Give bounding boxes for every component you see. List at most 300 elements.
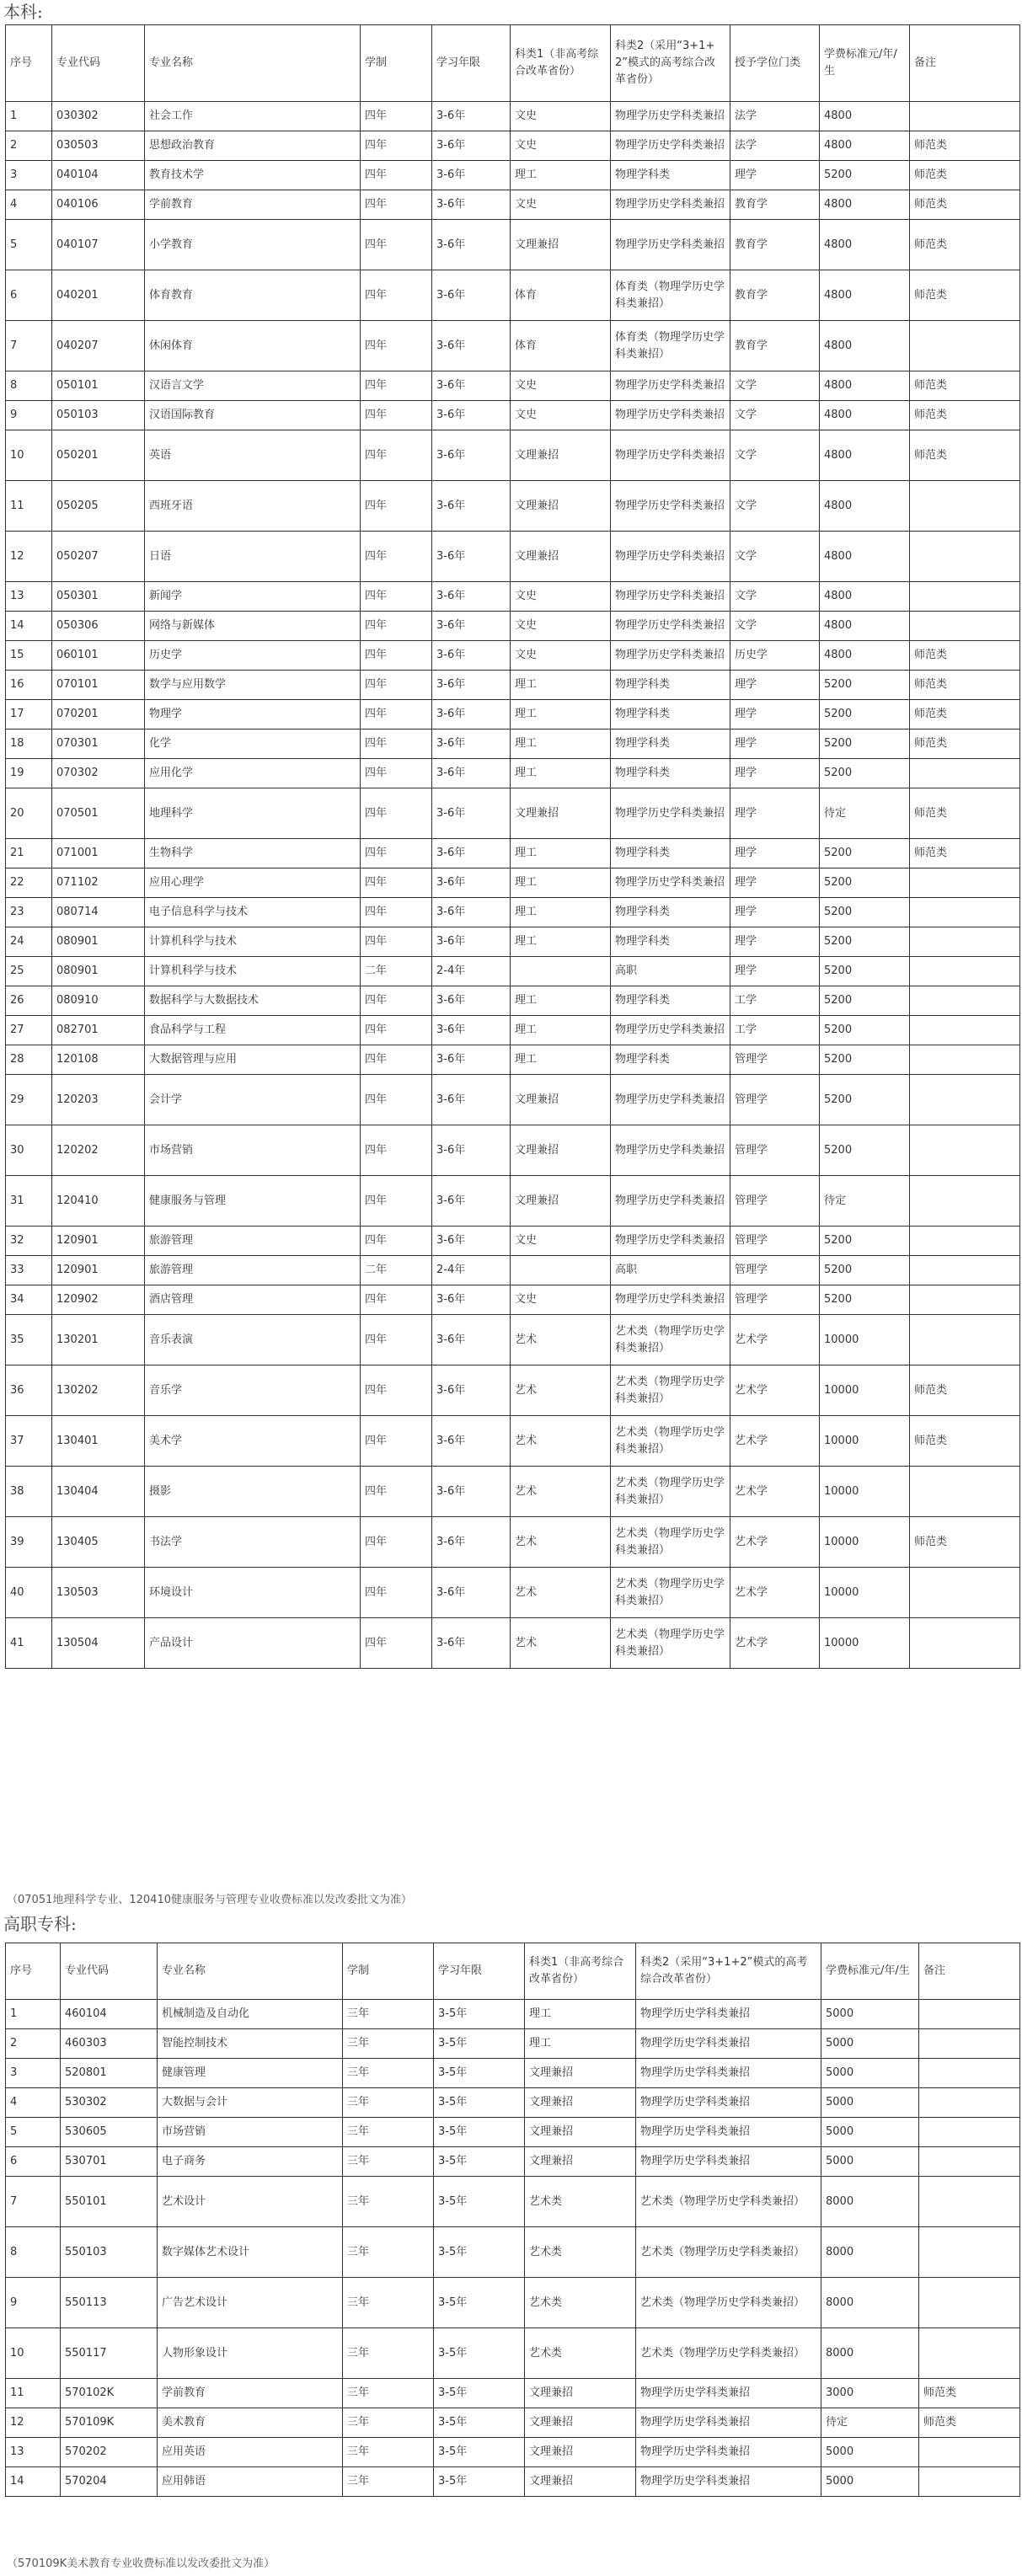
table-cell: 应用韩语 bbox=[158, 2467, 343, 2497]
table-cell bbox=[910, 1568, 1020, 1618]
table-cell: 旅游管理 bbox=[145, 1227, 361, 1256]
table-cell: 三年 bbox=[343, 2227, 434, 2278]
table-row bbox=[6, 671, 1020, 700]
table-cell bbox=[910, 1045, 1020, 1075]
table-cell: 5 bbox=[6, 2118, 61, 2147]
table-cell: 应用心理学 bbox=[145, 868, 361, 898]
table-cell: 学前教育 bbox=[145, 190, 361, 220]
table-cell: 130503 bbox=[52, 1568, 145, 1618]
table-cell bbox=[910, 927, 1020, 957]
column-header: 科类2（采用“3+1+2”模式的高考综合改革省份） bbox=[611, 25, 730, 102]
table-cell: 520801 bbox=[61, 2059, 158, 2088]
table-cell: 计算机科学与技术 bbox=[145, 927, 361, 957]
table-cell: 5 bbox=[6, 220, 52, 270]
table-cell: 三年 bbox=[343, 2088, 434, 2118]
table-cell: 8 bbox=[6, 371, 52, 401]
table-cell: 汉语言文学 bbox=[145, 371, 361, 401]
table-cell: 地理科学 bbox=[145, 788, 361, 839]
table-cell bbox=[910, 986, 1020, 1016]
table-cell: 文理兼招 bbox=[511, 220, 611, 270]
table-cell: 理学 bbox=[730, 671, 820, 700]
table-cell: 健康服务与管理 bbox=[145, 1176, 361, 1227]
table-cell: 070101 bbox=[52, 671, 145, 700]
table-cell: 管理学 bbox=[730, 1125, 820, 1176]
table-cell: 物理学历史学科类兼招 bbox=[636, 2379, 821, 2408]
table-cell: 050301 bbox=[52, 582, 145, 612]
table-cell: 四年 bbox=[361, 321, 432, 371]
table-row bbox=[6, 1315, 1020, 1365]
section-title-gaozhi: 高职专科: bbox=[3, 1914, 77, 1934]
table-cell: 管理学 bbox=[730, 1075, 820, 1125]
table-cell: 13 bbox=[6, 2438, 61, 2467]
column-header: 序号 bbox=[6, 1943, 61, 2000]
table-cell: 3-5年 bbox=[434, 2029, 525, 2059]
table-cell: 音乐表演 bbox=[145, 1315, 361, 1365]
table-cell: 四年 bbox=[361, 1227, 432, 1256]
table-cell: 艺术学 bbox=[730, 1517, 820, 1568]
table-cell: 管理学 bbox=[730, 1045, 820, 1075]
table-cell: 050207 bbox=[52, 532, 145, 582]
table-cell: 5200 bbox=[820, 957, 910, 986]
table-cell: 休闲体育 bbox=[145, 321, 361, 371]
table-cell: 3-6年 bbox=[432, 927, 511, 957]
table-cell: 040107 bbox=[52, 220, 145, 270]
table-cell: 050201 bbox=[52, 430, 145, 481]
table-cell bbox=[919, 2088, 1020, 2118]
table-cell: 30 bbox=[6, 1125, 52, 1176]
table-cell: 4800 bbox=[820, 190, 910, 220]
table-cell: 物理学历史学科类兼招 bbox=[611, 1285, 730, 1315]
table-row bbox=[6, 641, 1020, 671]
table-cell: 四年 bbox=[361, 102, 432, 131]
table-cell: 理工 bbox=[511, 1045, 611, 1075]
table-cell: 物理学历史学科类兼招 bbox=[611, 220, 730, 270]
table-cell: 文理兼招 bbox=[511, 1125, 611, 1176]
table-row bbox=[6, 1176, 1020, 1227]
table-cell: 120410 bbox=[52, 1176, 145, 1227]
table-cell: 32 bbox=[6, 1227, 52, 1256]
table-cell: 物理学历史学科类兼招 bbox=[611, 190, 730, 220]
table-cell: 物理学历史学科类兼招 bbox=[611, 131, 730, 161]
table-cell: 四年 bbox=[361, 1416, 432, 1467]
table-row bbox=[6, 1517, 1020, 1568]
table-cell: 9 bbox=[6, 2278, 61, 2328]
table-cell: 艺术 bbox=[511, 1618, 611, 1669]
table-cell: 5200 bbox=[820, 671, 910, 700]
table-cell bbox=[919, 2000, 1020, 2029]
table-cell bbox=[919, 2278, 1020, 2328]
table-cell: 11 bbox=[6, 481, 52, 532]
table-cell: 艺术学 bbox=[730, 1618, 820, 1669]
table-cell: 理学 bbox=[730, 700, 820, 730]
table-cell: 3-6年 bbox=[432, 759, 511, 788]
table-cell: 040207 bbox=[52, 321, 145, 371]
table-cell: 艺术类（物理学历史学科类兼招） bbox=[611, 1365, 730, 1416]
table-cell: 艺术学 bbox=[730, 1467, 820, 1517]
table-cell: 物理学科类 bbox=[611, 161, 730, 190]
table-row bbox=[6, 868, 1020, 898]
table-cell: 3-5年 bbox=[434, 2000, 525, 2029]
column-header: 授予学位门类 bbox=[730, 25, 820, 102]
table-cell: 师范类 bbox=[910, 270, 1020, 321]
table-cell: 物理学历史学科类兼招 bbox=[611, 612, 730, 641]
table-cell bbox=[910, 957, 1020, 986]
table-cell: 4800 bbox=[820, 612, 910, 641]
table-row bbox=[6, 2328, 1020, 2379]
table-row bbox=[6, 957, 1020, 986]
table-cell: 4800 bbox=[820, 430, 910, 481]
table-cell: 5000 bbox=[821, 2029, 919, 2059]
table-cell: 物理学历史学科类兼招 bbox=[611, 371, 730, 401]
table-cell: 4800 bbox=[820, 131, 910, 161]
column-header: 学费标准元/年/生 bbox=[820, 25, 910, 102]
table-cell bbox=[910, 1227, 1020, 1256]
table-cell: 物理学科类 bbox=[611, 986, 730, 1016]
table-cell: 10000 bbox=[820, 1315, 910, 1365]
table-cell: 物理学历史学科类兼招 bbox=[611, 641, 730, 671]
table-row bbox=[6, 2408, 1020, 2438]
table-cell: 460104 bbox=[61, 2000, 158, 2029]
table-row bbox=[6, 700, 1020, 730]
table-cell: 2 bbox=[6, 131, 52, 161]
table-cell: 3-6年 bbox=[432, 1285, 511, 1315]
column-header: 科类1（非高考综合改革省份） bbox=[511, 25, 611, 102]
column-header: 学习年限 bbox=[432, 25, 511, 102]
table-cell: 530605 bbox=[61, 2118, 158, 2147]
table-cell: 智能控制技术 bbox=[158, 2029, 343, 2059]
table-cell: 030503 bbox=[52, 131, 145, 161]
table-row bbox=[6, 839, 1020, 868]
table-cell: 师范类 bbox=[910, 730, 1020, 759]
table-cell bbox=[910, 898, 1020, 927]
table-row bbox=[6, 1618, 1020, 1669]
table-cell: 艺术类 bbox=[525, 2328, 636, 2379]
table-cell: 11 bbox=[6, 2379, 61, 2408]
table-cell: 5200 bbox=[820, 1256, 910, 1285]
table-cell: 2-4年 bbox=[432, 957, 511, 986]
table-cell: 530701 bbox=[61, 2147, 158, 2177]
table-cell: 电子信息科学与技术 bbox=[145, 898, 361, 927]
table-cell: 文理兼招 bbox=[525, 2408, 636, 2438]
table-cell: 3-6年 bbox=[432, 868, 511, 898]
table-cell: 管理学 bbox=[730, 1285, 820, 1315]
table-cell: 艺术类（物理学历史学科类兼招） bbox=[611, 1618, 730, 1669]
table-cell bbox=[919, 2467, 1020, 2497]
table-cell: 070201 bbox=[52, 700, 145, 730]
table-cell: 物理学历史学科类兼招 bbox=[611, 1075, 730, 1125]
column-header: 备注 bbox=[919, 1943, 1020, 2000]
table-cell: 理工 bbox=[511, 161, 611, 190]
table-cell: 思想政治教育 bbox=[145, 131, 361, 161]
table-cell: 3-6年 bbox=[432, 1568, 511, 1618]
table-cell: 36 bbox=[6, 1365, 52, 1416]
table-row bbox=[6, 612, 1020, 641]
table-cell: 文理兼招 bbox=[525, 2438, 636, 2467]
table-cell: 120901 bbox=[52, 1256, 145, 1285]
table-cell: 教育学 bbox=[730, 220, 820, 270]
table-cell: 12 bbox=[6, 532, 52, 582]
table-row bbox=[6, 2118, 1020, 2147]
table-cell: 3-5年 bbox=[434, 2227, 525, 2278]
table-cell: 071102 bbox=[52, 868, 145, 898]
table-cell: 西班牙语 bbox=[145, 481, 361, 532]
table-cell: 5000 bbox=[821, 2438, 919, 2467]
table-cell: 6 bbox=[6, 270, 52, 321]
table-cell: 文理兼招 bbox=[511, 1176, 611, 1227]
table-cell: 3-5年 bbox=[434, 2059, 525, 2088]
table-cell: 教育学 bbox=[730, 270, 820, 321]
table-cell: 文史 bbox=[511, 1285, 611, 1315]
table-cell: 环境设计 bbox=[145, 1568, 361, 1618]
table-cell: 三年 bbox=[343, 2328, 434, 2379]
table-cell: 音乐学 bbox=[145, 1365, 361, 1416]
table-cell: 文理兼招 bbox=[525, 2467, 636, 2497]
table-cell: 040104 bbox=[52, 161, 145, 190]
table-cell: 5000 bbox=[821, 2000, 919, 2029]
table-cell: 040106 bbox=[52, 190, 145, 220]
table-cell: 120108 bbox=[52, 1045, 145, 1075]
table-cell: 四年 bbox=[361, 532, 432, 582]
table-cell: 3-6年 bbox=[432, 1517, 511, 1568]
table-cell: 4800 bbox=[820, 270, 910, 321]
table-cell: 物理学历史学科类兼招 bbox=[636, 2088, 821, 2118]
table-cell: 三年 bbox=[343, 2379, 434, 2408]
table-cell: 9 bbox=[6, 401, 52, 430]
table-row bbox=[6, 898, 1020, 927]
table-cell: 3 bbox=[6, 2059, 61, 2088]
table-cell: 艺术学 bbox=[730, 1568, 820, 1618]
table-row bbox=[6, 102, 1020, 131]
table-cell: 文理兼招 bbox=[511, 430, 611, 481]
table-cell: 071001 bbox=[52, 839, 145, 868]
table-row bbox=[6, 582, 1020, 612]
table-cell: 25 bbox=[6, 957, 52, 986]
table-cell bbox=[910, 1256, 1020, 1285]
table-cell: 4 bbox=[6, 2088, 61, 2118]
table-cell bbox=[919, 2177, 1020, 2227]
table-cell: 文理兼招 bbox=[511, 788, 611, 839]
table-cell bbox=[919, 2147, 1020, 2177]
table-cell: 文学 bbox=[730, 481, 820, 532]
table-cell: 食品科学与工程 bbox=[145, 1016, 361, 1045]
table-cell: 理工 bbox=[511, 839, 611, 868]
table-cell: 34 bbox=[6, 1285, 52, 1315]
table-cell: 16 bbox=[6, 671, 52, 700]
table-cell: 文史 bbox=[511, 371, 611, 401]
table-cell: 3-6年 bbox=[432, 700, 511, 730]
column-header: 科类2（采用“3+1+2”模式的高考综合改革省份） bbox=[636, 1943, 821, 2000]
table-cell: 物理学历史学科类兼招 bbox=[611, 102, 730, 131]
table-cell: 师范类 bbox=[910, 430, 1020, 481]
table-cell: 艺术类（物理学历史学科类兼招） bbox=[636, 2227, 821, 2278]
table-cell: 理学 bbox=[730, 898, 820, 927]
table-cell: 40 bbox=[6, 1568, 52, 1618]
table-cell: 物理学科类 bbox=[611, 730, 730, 759]
table-row bbox=[6, 401, 1020, 430]
table-cell: 5200 bbox=[820, 161, 910, 190]
table-cell: 待定 bbox=[820, 1176, 910, 1227]
column-header: 学费标准元/年/生 bbox=[821, 1943, 919, 2000]
table-cell: 数据科学与大数据技术 bbox=[145, 986, 361, 1016]
table-cell: 艺术 bbox=[511, 1416, 611, 1467]
table-row bbox=[6, 1016, 1020, 1045]
table-cell bbox=[919, 2118, 1020, 2147]
table-cell: 文理兼招 bbox=[525, 2088, 636, 2118]
table-cell: 四年 bbox=[361, 1285, 432, 1315]
table-cell: 080910 bbox=[52, 986, 145, 1016]
table-cell: 060101 bbox=[52, 641, 145, 671]
table-cell: 三年 bbox=[343, 2147, 434, 2177]
table-cell: 师范类 bbox=[910, 401, 1020, 430]
table-cell: 570202 bbox=[61, 2438, 158, 2467]
table-cell: 物理学历史学科类兼招 bbox=[611, 532, 730, 582]
table-cell: 物理学历史学科类兼招 bbox=[636, 2147, 821, 2177]
table-cell: 四年 bbox=[361, 1517, 432, 1568]
table-cell: 4800 bbox=[820, 371, 910, 401]
table-cell: 5200 bbox=[820, 759, 910, 788]
table-cell: 5200 bbox=[820, 730, 910, 759]
table-cell: 四年 bbox=[361, 868, 432, 898]
table-cell: 艺术 bbox=[511, 1467, 611, 1517]
table-cell: 广告艺术设计 bbox=[158, 2278, 343, 2328]
table-cell: 产品设计 bbox=[145, 1618, 361, 1669]
table-cell: 10 bbox=[6, 2328, 61, 2379]
table-cell: 6 bbox=[6, 2147, 61, 2177]
table-cell: 物理学科类 bbox=[611, 700, 730, 730]
table-cell: 080901 bbox=[52, 927, 145, 957]
table-cell bbox=[919, 2328, 1020, 2379]
table-cell: 法学 bbox=[730, 102, 820, 131]
table-cell: 文学 bbox=[730, 430, 820, 481]
table-cell: 管理学 bbox=[730, 1227, 820, 1256]
table-cell: 3 bbox=[6, 161, 52, 190]
table-cell: 师范类 bbox=[910, 371, 1020, 401]
table-cell: 物理学历史学科类兼招 bbox=[636, 2438, 821, 2467]
table-cell: 文史 bbox=[511, 641, 611, 671]
table-cell: 化学 bbox=[145, 730, 361, 759]
table-cell: 5200 bbox=[820, 1227, 910, 1256]
table-cell: 物理学历史学科类兼招 bbox=[636, 2000, 821, 2029]
table-cell: 汉语国际教育 bbox=[145, 401, 361, 430]
table-cell: 历史学 bbox=[145, 641, 361, 671]
table-cell: 文理兼招 bbox=[511, 481, 611, 532]
table-cell: 3-5年 bbox=[434, 2177, 525, 2227]
table-cell: 3-5年 bbox=[434, 2408, 525, 2438]
table-cell: 工学 bbox=[730, 986, 820, 1016]
table-cell: 120901 bbox=[52, 1227, 145, 1256]
table-cell: 物理学科类 bbox=[611, 671, 730, 700]
table-cell bbox=[919, 2029, 1020, 2059]
table-row bbox=[6, 1285, 1020, 1315]
table-cell: 美术教育 bbox=[158, 2408, 343, 2438]
table-cell bbox=[919, 2059, 1020, 2088]
table-cell: 四年 bbox=[361, 1365, 432, 1416]
table-cell: 050306 bbox=[52, 612, 145, 641]
table-cell: 人物形象设计 bbox=[158, 2328, 343, 2379]
table-cell: 体育类（物理学历史学科类兼招） bbox=[611, 270, 730, 321]
table-cell: 18 bbox=[6, 730, 52, 759]
table-cell: 艺术类（物理学历史学科类兼招） bbox=[636, 2177, 821, 2227]
table-cell: 23 bbox=[6, 898, 52, 927]
table-cell: 3-6年 bbox=[432, 839, 511, 868]
table-cell: 文史 bbox=[511, 131, 611, 161]
table-row bbox=[6, 2467, 1020, 2497]
table-cell: 物理学科类 bbox=[611, 1045, 730, 1075]
table-cell: 130202 bbox=[52, 1365, 145, 1416]
table-cell: 10000 bbox=[820, 1416, 910, 1467]
table-cell: 3-6年 bbox=[432, 788, 511, 839]
table-cell: 3-5年 bbox=[434, 2379, 525, 2408]
table-cell: 文理兼招 bbox=[511, 1075, 611, 1125]
table-cell: 5200 bbox=[820, 868, 910, 898]
table-cell: 082701 bbox=[52, 1016, 145, 1045]
table-cell: 物理学历史学科类兼招 bbox=[611, 1227, 730, 1256]
table-cell: 四年 bbox=[361, 671, 432, 700]
table-cell: 艺术类（物理学历史学科类兼招） bbox=[611, 1416, 730, 1467]
table-row bbox=[6, 2059, 1020, 2088]
table-cell: 二年 bbox=[361, 957, 432, 986]
table-cell: 四年 bbox=[361, 1125, 432, 1176]
table-cell: 艺术类 bbox=[525, 2227, 636, 2278]
table-row bbox=[6, 2029, 1020, 2059]
table-cell: 070501 bbox=[52, 788, 145, 839]
table-cell: 26 bbox=[6, 986, 52, 1016]
table-cell: 7 bbox=[6, 321, 52, 371]
table-cell bbox=[511, 1256, 611, 1285]
table-cell: 物理学科类 bbox=[611, 839, 730, 868]
table-cell: 28 bbox=[6, 1045, 52, 1075]
table-cell bbox=[910, 1618, 1020, 1669]
column-header: 学制 bbox=[361, 25, 432, 102]
table-cell bbox=[919, 2227, 1020, 2278]
table-cell: 物理学历史学科类兼招 bbox=[611, 1016, 730, 1045]
table-cell: 550113 bbox=[61, 2278, 158, 2328]
table-cell: 4800 bbox=[820, 401, 910, 430]
table-cell: 13 bbox=[6, 582, 52, 612]
table-cell: 理工 bbox=[511, 759, 611, 788]
table-cell: 四年 bbox=[361, 730, 432, 759]
table-cell: 三年 bbox=[343, 2059, 434, 2088]
table-cell: 四年 bbox=[361, 1568, 432, 1618]
table-cell: 460303 bbox=[61, 2029, 158, 2059]
table-row bbox=[6, 1467, 1020, 1517]
table-cell: 物理学历史学科类兼招 bbox=[636, 2467, 821, 2497]
table-cell: 网络与新媒体 bbox=[145, 612, 361, 641]
table-row bbox=[6, 1227, 1020, 1256]
table-cell: 法学 bbox=[730, 131, 820, 161]
benke-fee-note: （07051地理科学专业、120410健康服务与管理专业收费标准以发改委批文为准） bbox=[7, 1894, 412, 1906]
table-cell bbox=[910, 759, 1020, 788]
table-cell: 艺术类（物理学历史学科类兼招） bbox=[611, 1568, 730, 1618]
table-cell: 4800 bbox=[820, 532, 910, 582]
table-cell: 三年 bbox=[343, 2000, 434, 2029]
table-cell: 8000 bbox=[821, 2227, 919, 2278]
table-cell: 四年 bbox=[361, 641, 432, 671]
table-cell: 3-6年 bbox=[432, 898, 511, 927]
table-cell: 2-4年 bbox=[432, 1256, 511, 1285]
table-cell: 10 bbox=[6, 430, 52, 481]
table-row bbox=[6, 2177, 1020, 2227]
table-cell bbox=[910, 1285, 1020, 1315]
table-cell: 师范类 bbox=[910, 131, 1020, 161]
table-cell: 10000 bbox=[820, 1467, 910, 1517]
table-cell bbox=[910, 481, 1020, 532]
table-cell: 艺术类（物理学历史学科类兼招） bbox=[636, 2328, 821, 2379]
table-cell: 四年 bbox=[361, 371, 432, 401]
table-cell: 030302 bbox=[52, 102, 145, 131]
table-cell: 3-5年 bbox=[434, 2088, 525, 2118]
table-cell: 33 bbox=[6, 1256, 52, 1285]
